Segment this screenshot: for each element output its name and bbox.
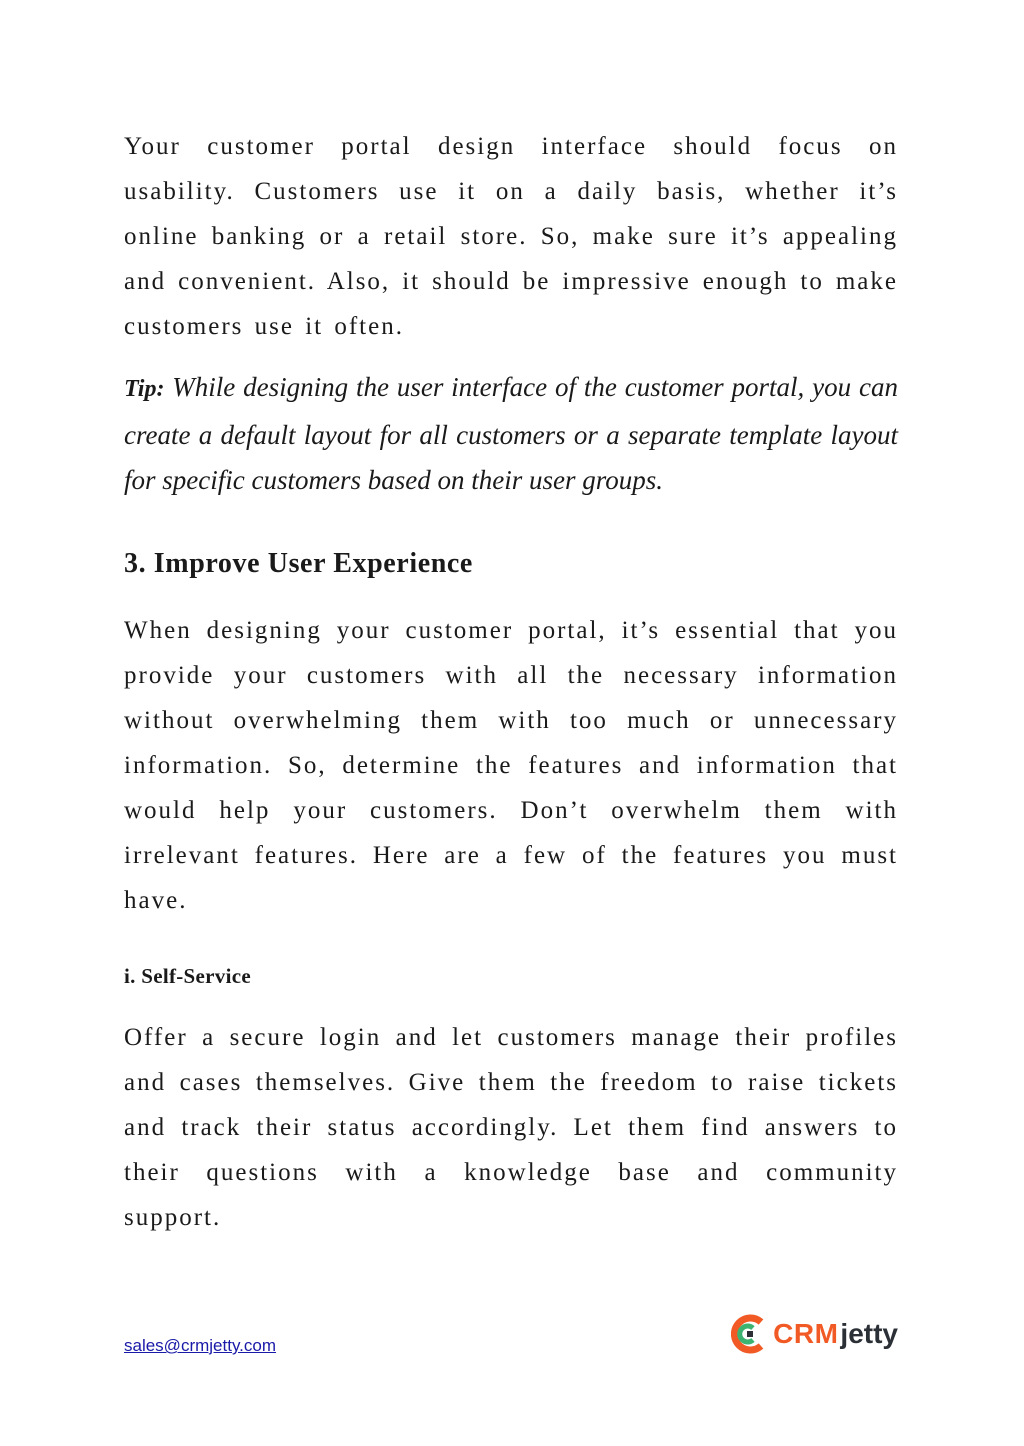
logo-text-crm: CRM — [773, 1318, 839, 1349]
tip-label: Tip: — [124, 376, 165, 402]
subsection-body-paragraph: Offer a secure login and let customers manage their profiles and cases themselves. Give them the freedom to raise tickets and track their status accordingly. Let them find answers to their questions with a knowledge base and community support. — [124, 1023, 898, 1231]
intro-paragraph: Your customer portal design interface should focus on usability. Customers use it on a daily basis, whether it’s online banking or a retail store. So, make sure it’s appealing and convenient. Also, it should be impressive enough to make customers use it often. — [124, 133, 898, 340]
logo-text-jetty: jetty — [840, 1318, 898, 1349]
email-link[interactable]: sales@crmjetty.com — [124, 1336, 277, 1355]
document-page — [124, 124, 898, 1240]
crmjetty-logo — [731, 1312, 898, 1356]
tip-paragraph — [124, 365, 898, 504]
tip-text: While designing the user interface of the customer portal, you can create a default layout for all customers or a separate template layout for specific customers based on their user groups. — [124, 372, 898, 495]
section-heading: 3. Improve User Experience — [124, 547, 473, 579]
crmjetty-logo-icon — [731, 1314, 767, 1354]
page-footer — [124, 1318, 898, 1374]
section-body-paragraph: When designing your customer portal, it’s essential that you provide your customers with all the necessary information without overwhelming them with too much or unnecessary information. So, determine the features and information that would help your customers. Don’t overwhelm them with irrelevant features. Here are a few of the features you must have. — [124, 616, 898, 914]
subsection-heading: i. Self-Service — [124, 963, 251, 988]
